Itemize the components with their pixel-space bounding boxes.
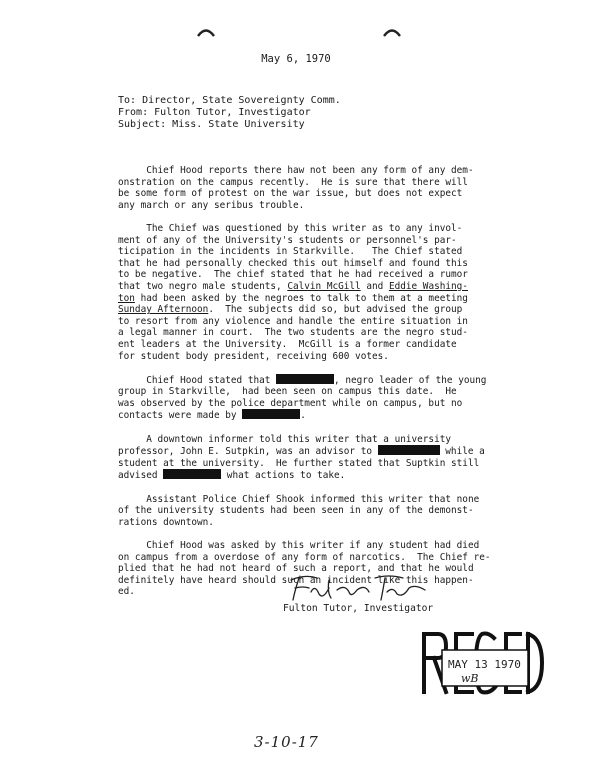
text-line: on campus from a overdose of any form of narcotics. The Chief re- — [118, 551, 491, 563]
text-line: Assistant Police Chief Shook informed this writer that none — [118, 493, 480, 505]
handwritten-signature — [285, 570, 435, 606]
text-fragment: , negro leader of the young — [334, 374, 487, 386]
text-fragment: . — [300, 410, 306, 422]
underlined-name: ton — [118, 292, 135, 304]
paragraph-2 — [118, 223, 518, 362]
text-line: be some form of protest on the war issue, but does not expect — [118, 188, 463, 200]
text-line: plied that he had not heard of such a report, and that he would — [118, 563, 474, 575]
memo-date: May 6, 1970 — [261, 53, 331, 65]
text-fragment: while a — [439, 446, 485, 458]
memo-body — [118, 165, 518, 610]
signature-name: Fulton Tutor, Investigator — [283, 603, 434, 614]
file-number: 3-10-17 — [254, 733, 319, 751]
text-fragment: what actions to take. — [221, 470, 346, 482]
text-line: Chief Hood was asked by this writer if any student had died — [118, 540, 480, 551]
text-fragment: advised — [118, 470, 164, 482]
text-line: group in Starkville, had been seen on campus this date. He — [118, 386, 457, 398]
text-line: rations downtown. — [118, 516, 214, 528]
paragraph-3 — [118, 374, 518, 422]
memo-from: From: Fulton Tutor, Investigator — [118, 107, 311, 118]
text-line: any march or any seribus trouble. — [118, 199, 305, 211]
redaction-bar — [163, 469, 221, 479]
text-line: for student body president, receiving 600 votes. — [118, 350, 389, 362]
text-fragment: contacts were made by — [118, 410, 243, 422]
text-line: definitely have heard should such an incident like this happen- — [118, 574, 474, 586]
text-fragment: professor, John E. Sutpkin, was an advisor to — [118, 446, 378, 458]
text-line: was observed by the police department while on campus, but no — [118, 397, 463, 409]
text-line: to be negative. The chief stated that he had received a rumor — [118, 269, 468, 281]
memo-subject: Subject: Miss. State University — [118, 119, 305, 130]
memo-header — [118, 95, 341, 131]
redaction-bar — [242, 409, 300, 419]
underlined-name: Calvin McGill — [287, 280, 361, 292]
text-line: a legal manner in court. The two students are the negro stud- — [118, 327, 468, 339]
text-fragment: and — [360, 280, 389, 292]
text-line — [118, 409, 518, 422]
underlined-name: Eddie Washing- — [388, 280, 468, 292]
text-line: ent leaders at the University. McGill is a former candidate — [118, 338, 457, 350]
text-line: ticipation in the incidents in Starkville. The Chief stated — [118, 246, 463, 258]
text-line — [118, 374, 518, 387]
text-line — [118, 304, 518, 316]
text-line: A downtown informer told this writer that a university — [118, 433, 452, 445]
text-line: to resort from any violence and handle the entire situation in — [118, 315, 468, 327]
text-line: The Chief was questioned by this writer as to any invol- — [118, 222, 463, 234]
text-line: that he had personally checked this out himself and found this — [118, 257, 468, 269]
paragraph-5 — [118, 494, 518, 529]
text-fragment: had been asked by the negroes to talk to them at a meeting — [134, 292, 468, 304]
text-line: Chief Hood reports there haw not been any form of any dem- — [118, 165, 474, 176]
text-line: ed. — [118, 586, 135, 598]
text-line — [118, 445, 518, 458]
text-fragment: Chief Hood stated that — [118, 374, 277, 386]
text-fragment: . The subjects did so, but advised the group — [208, 304, 463, 316]
stamp-initials: wB — [461, 672, 479, 685]
text-line: of the university students had been seen in any of the demonst- — [118, 505, 474, 517]
punch-mark-right — [383, 22, 401, 32]
text-line: onstration on the campus recently. He is sure that there will — [118, 176, 468, 188]
text-line — [118, 293, 518, 305]
redaction-bar — [378, 445, 440, 455]
paragraph-1 — [118, 165, 518, 211]
punch-mark-left — [197, 22, 215, 32]
text-line — [118, 281, 518, 293]
underlined-date: Sunday Afternoon — [118, 304, 209, 316]
text-fragment: that two negro male students, — [118, 280, 288, 292]
text-line: ment of any of the University's students or personnel's par- — [118, 234, 457, 246]
paragraph-4 — [118, 434, 518, 482]
text-line — [118, 469, 518, 482]
redaction-bar — [276, 374, 334, 384]
memo-to: To: Director, State Sovereignty Comm. — [118, 95, 341, 106]
stamp-date: MAY 13 1970 — [448, 658, 521, 671]
text-line: student at the university. He further stated that Suptkin still — [118, 457, 480, 469]
